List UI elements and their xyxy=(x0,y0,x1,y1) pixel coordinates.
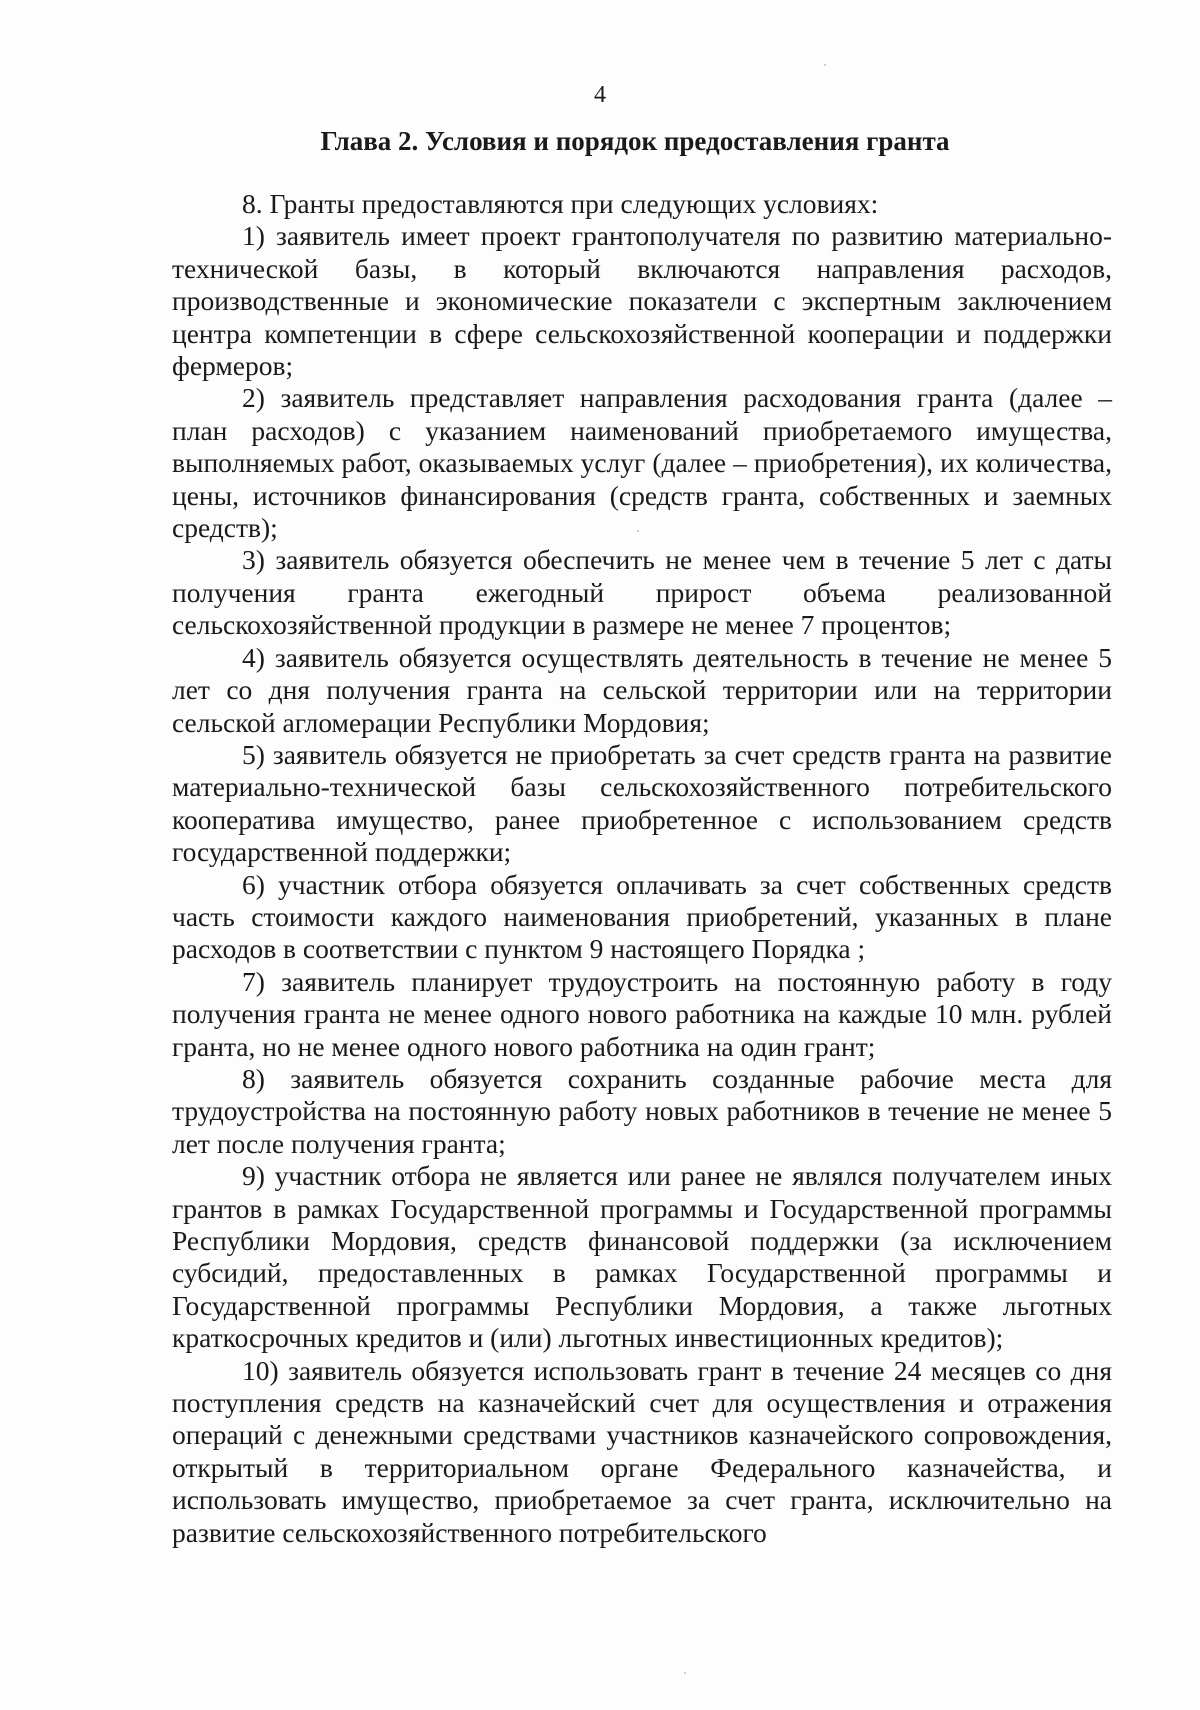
paragraph-condition-1: 1) заявитель имеет проект грантополучателя по развитию материально-технической базы, в который включаются направления расходов, производственные и экономические показатели с экспертным заключением центра компетенции в сфере сельскохозяйственной кооперации и поддержки фермеров; xyxy=(172,220,1112,382)
paragraph-condition-9: 9) участник отбора не является или ранее не являлся получателем иных грантов в рамках Государственной программы и Государственной программы Республики Мордовия, средств финансовой поддержки (за исключением субсидий, предоставленных в рамках Государственной программы и Государственной программы Республики Мордовия, а также льготных краткосрочных кредитов и (или) льготных инвестиционных кредитов); xyxy=(172,1160,1112,1354)
paragraph-condition-7: 7) заявитель планирует трудоустроить на постоянную работу в году получения гранта не менее одного нового работника на каждые 10 млн. рублей гранта, но не менее одного нового работника на один грант; xyxy=(172,965,1112,1062)
paragraph-condition-3: 3) заявитель обязуется обеспечить не менее чем в течение 5 лет с даты получения гранта ежегодный прирост объема реализованной сельскохозяйственной продукции в размере не менее 7 процентов; xyxy=(172,544,1112,641)
paragraph-condition-6: 6) участник отбора обязуется оплачивать за счет собственных средств часть стоимости каждого наименования приобретений, указанных в плане расходов в соответствии с пунктом 9 настоящего Порядка ; xyxy=(172,868,1112,965)
paragraph-condition-2: 2) заявитель представляет направления расходования гранта (далее – план расходов) с указанием наименований приобретаемого имущества, выполняемых работ, оказываемых услуг (далее – приобретения), их количества, цены, источников финансирования (средств гранта, собственных и заемных средств); xyxy=(172,382,1112,544)
scan-speck xyxy=(824,64,826,66)
paragraph-condition-10: 10) заявитель обязуется использовать грант в течение 24 месяцев со дня поступления средств на казначейский счет для осуществления и отражения операций с денежными средствами участников казначейского сопровождения, открытый в территориальном органе Федерального казначейства, и использовать имущество, приобретаемое за счет гранта, исключительно на развитие сельскохозяйственного потребительского xyxy=(172,1354,1112,1548)
paragraph-condition-4: 4) заявитель обязуется осуществлять деятельность в течение не менее 5 лет со дня получения гранта на сельской территории или на территории сельской агломерации Республики Мордовия; xyxy=(172,641,1112,738)
scan-speck xyxy=(637,530,639,532)
page-number: 4 xyxy=(594,82,606,108)
document-body xyxy=(172,188,1112,1549)
paragraph-conditions-intro: 8. Гранты предоставляются при следующих условиях: xyxy=(242,188,879,219)
paragraph-condition-5: 5) заявитель обязуется не приобретать за счет средств гранта на развитие материально-технической базы сельскохозяйственного потребительского кооператива имущество, ранее приобретенное с использованием средств государственной поддержки; xyxy=(172,738,1112,868)
scan-speck xyxy=(684,1672,686,1674)
chapter-title: Глава 2. Условия и порядок предоставления гранта xyxy=(320,126,950,156)
paragraph-condition-8: 8) заявитель обязуется сохранить созданные рабочие места для трудоустройства на постоянную работу новых работников в течение не менее 5 лет после получения гранта; xyxy=(172,1062,1112,1159)
